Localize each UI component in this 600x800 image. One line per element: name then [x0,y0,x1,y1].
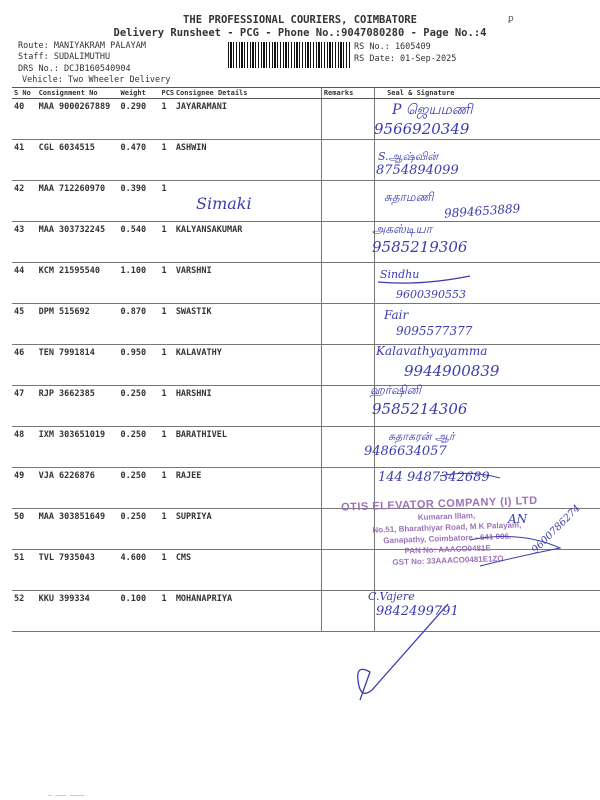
cell-consignee: SWASTIK [174,304,322,345]
cell-sno: 49 [12,468,37,509]
vehicle-label: Vehicle: Two Wheeler Delivery [22,75,171,85]
cell-weight: 4.600 [119,550,160,591]
cell-consignee: MOHANAPRIYA [174,591,322,632]
signature-r41-name: S.ஆஷ்வின் [378,150,439,163]
cell-consignee: CMS [174,550,322,591]
signature-stroke-large [358,604,448,700]
signature-r49-phone: 144 9487342689 [378,470,490,485]
signature-r40-phone: 9566920349 [374,120,470,138]
cell-sno: 52 [12,591,37,632]
cell-pcs: 1 [159,181,173,222]
col-weight: Weight [119,88,160,99]
cell-pcs: 1 [159,427,173,468]
signature-r41-phone: 8754894099 [376,163,459,178]
cell-consignment: TEN 7991814 [37,345,119,386]
signature-r47-phone: 9585214306 [372,400,468,418]
cell-consignment: VJA 6226876 [37,468,119,509]
signature-r42-phone: 9894653889 [443,201,521,221]
cell-consignee: HARSHNI [174,386,322,427]
cell-consignee: JAYARAMANI [174,99,322,140]
signature-r46-name: Kalavathyayamma [376,344,488,358]
signature-r45-phone: 9095577377 [396,324,473,338]
col-consignment: Consignment No [37,88,119,99]
signature-r46-phone: 9944900839 [404,362,500,380]
signature-r52-phone: 9842499791 [376,604,459,619]
cell-weight: 0.250 [119,468,160,509]
signature-r43-name: அகஸ்டியா [372,222,433,236]
cell-pcs: 1 [159,263,173,304]
col-sno: S No [12,88,37,99]
cell-sno: 41 [12,140,37,181]
cell-pcs: 1 [159,140,173,181]
cell-consignee: RAJEE [174,468,322,509]
cell-consignment: DPM 515692 [37,304,119,345]
col-pcs: PCS [161,89,175,97]
cell-pcs: 1 [159,386,173,427]
cell-consignment: MAA 303732245 [37,222,119,263]
cell-sno: 45 [12,304,37,345]
signature-r42-remark: Simaki [196,194,252,213]
cell-sno: 47 [12,386,37,427]
stamp-line: GST No: 33AAACO0481E1ZO [392,554,504,567]
cell-weight: 1.100 [119,263,160,304]
signature-r52-name: C.Vajere [368,590,415,603]
cell-pcs: 1 [159,591,173,632]
stamp-line: Kumaran Illam, [417,511,476,523]
cell-consignee: KALAVATHY [174,345,322,386]
cell-consignment: RJP 3662385 [37,386,119,427]
signature-r48-name: சுதாகரன் ஆர் [388,430,455,443]
drs-number: DRS No.: DCJB160540904 [18,64,131,74]
cell-sno: 50 [12,509,37,550]
cell-consignment: CGL 6034515 [37,140,119,181]
corner-mark: ꝑ [508,14,514,24]
signature-r47-name: ஹர்ஷினி [370,383,422,397]
rs-number: RS No.: 1605409 [354,42,431,52]
cell-sno: 42 [12,181,37,222]
signature-r40-name: P ஜெயமணி [392,102,473,118]
stamp-company: OTIS ELEVATOR COMPANY (I) LTD [340,494,538,514]
cell-consignee: BARATHIVEL [174,427,322,468]
cell-sno: 44 [12,263,37,304]
route-label: Route: MANIYAKRAM PALAYAM [18,41,146,51]
stamp-line: Ganapathy, Coimbatore - 641 006. [383,531,512,546]
cell-consignment: MAA 303851649 [37,509,119,550]
rs-date: RS Date: 01-Sep-2025 [354,54,457,64]
cell-weight: 0.470 [119,140,160,181]
cell-consignment: IXM 303651019 [37,427,119,468]
cell-consignee: VARSHNI [174,263,322,304]
cell-weight: 0.250 [119,386,160,427]
cell-weight: 0.540 [119,222,160,263]
cell-consignee: KALYANSAKUMAR [174,222,322,263]
company-title: THE PROFESSIONAL COURIERS, COIMBATORE [183,14,417,26]
cell-weight: 0.250 [119,509,160,550]
col-seal: Seal & Signature [375,88,600,99]
signature-r44-phone: 9600390553 [396,288,466,301]
cell-sno: 48 [12,427,37,468]
col-remarks: Remarks [321,88,374,99]
cell-sno: 51 [12,550,37,591]
signature-r48-phone: 9486634057 [364,444,447,459]
cell-weight: 0.100 [119,591,160,632]
cell-pcs: 1 [159,345,173,386]
cell-sno: 43 [12,222,37,263]
cell-pcs: 1 [159,468,173,509]
signature-r45-name: Fair [384,308,409,322]
cell-weight: 0.390 [119,181,160,222]
cell-consignee: ASHWIN [174,140,322,181]
cell-weight: 0.250 [119,427,160,468]
signature-stroke-r44 [378,276,470,283]
cell-sno: 46 [12,345,37,386]
cell-consignment: KCM 21595540 [37,263,119,304]
cell-sno: 40 [12,99,37,140]
runsheet-subtitle: Delivery Runsheet - PCG - Phone No.:9047080280 - Page No.:4 [113,27,487,39]
cell-consignee: SUPRIYA [174,509,322,550]
cell-consignment: KKU 399334 [37,591,119,632]
cell-consignment: TVL 7935043 [37,550,119,591]
cell-weight: 0.290 [119,99,160,140]
signature-stroke-r51 [470,536,560,566]
col-consignee: Consignee Details [174,88,322,99]
signature-r51-phone: 9600786274 [530,503,583,556]
signature-r44-name: Sindhu [380,268,420,281]
cell-pcs: 1 [159,99,173,140]
signature-r50-initials: AN [508,512,528,526]
cell-pcs: 1 [159,509,173,550]
cell-weight: 0.950 [119,345,160,386]
stamp-line: No.51, Bharathiyar Road, M K Palayam, [372,520,522,535]
staff-label: Staff: SUDALIMUTHU [18,52,111,62]
stamp-line: PAN No: AAACO0481E [404,543,491,556]
cell-pcs: 1 [159,550,173,591]
footer-mark: — ——— ———— [48,792,85,799]
signature-stroke-r49 [440,473,500,478]
cell-consignment: MAA 9000267889 [37,99,119,140]
cell-pcs: 1 [159,222,173,263]
cell-weight: 0.870 [119,304,160,345]
cell-pcs: 1 [159,304,173,345]
signature-r42-name: சுதாமணி [384,190,434,204]
cell-consignment: MAA 712260970 [37,181,119,222]
signature-r43-phone: 9585219306 [372,238,468,256]
